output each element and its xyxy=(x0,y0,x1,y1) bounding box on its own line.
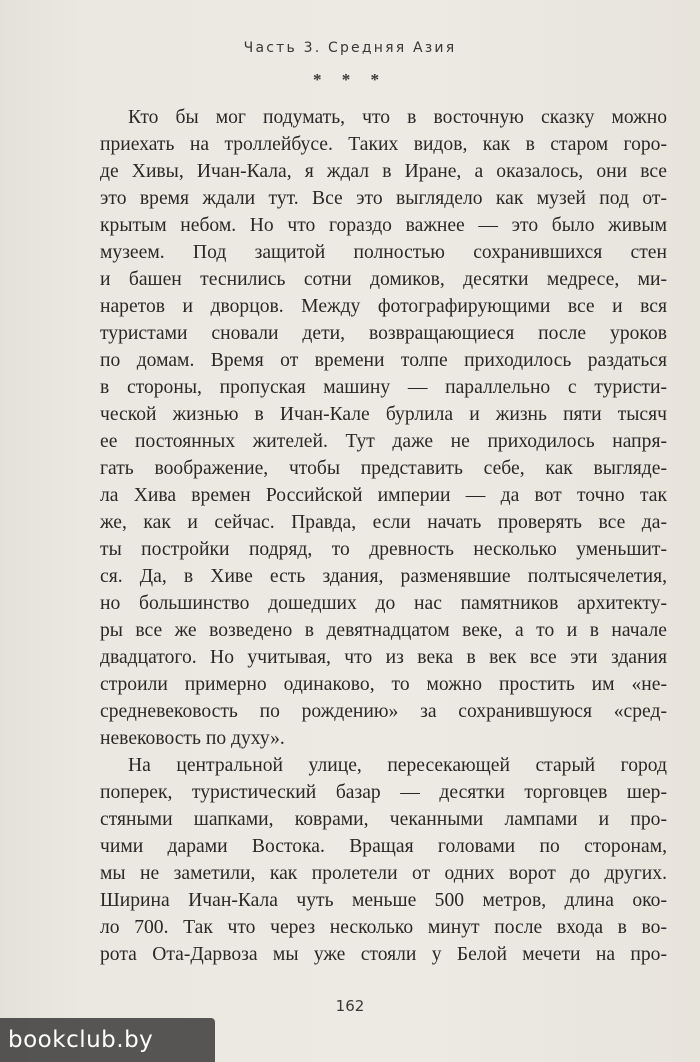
text-line: ся. Да, в Хиве есть здания, разменявшие полтысячелетия, xyxy=(100,566,667,587)
text-line: ла Хива времен Российской империи — да вот точно так xyxy=(100,485,667,506)
text-line: но большинство дошедших до нас памятников архитекту- xyxy=(100,593,667,614)
text-line: ческой жизнью в Ичан-Кале бурлила и жизнь пяти тысяч xyxy=(100,404,667,425)
text-line: Ширина Ичан-Кала чуть меньше 500 метров, длина око- xyxy=(100,890,667,911)
text-line: средневековость по рождению» за сохранившуюся «сред- xyxy=(100,701,667,722)
text-line: невековость по духу». xyxy=(100,728,285,749)
page-number: 162 xyxy=(335,997,365,1015)
text-line: рота Ота-Дарвоза мы уже стояли у Белой мечети на про- xyxy=(100,944,667,965)
text-line: туристами сновали дети, возвращающиеся после уроков xyxy=(100,323,667,344)
text-line: строили примерно одинаково, то можно простить им «не- xyxy=(100,674,667,695)
text-line: поперек, туристический базар — десятки торговцев шер- xyxy=(100,782,667,803)
text-line: стяными шапками, коврами, чеканными лампами и про- xyxy=(100,809,667,830)
text-line: ты постройки подряд, то древность несколько уменьшит- xyxy=(100,539,667,560)
text-line: Кто бы мог подумать, что в восточную сказку можно xyxy=(128,107,667,128)
text-line: чими дарами Востока. Вращая головами по сторонам, xyxy=(100,836,667,857)
text-line: мы не заметили, как пролетели от одних ворот до других. xyxy=(100,863,667,884)
text-line: де Хивы, Ичан-Кала, я ждал в Иране, а оказалось, они все xyxy=(100,161,667,182)
text-line: музеем. Под защитой полностью сохранившихся стен xyxy=(100,242,667,263)
section-separator: * * * xyxy=(313,70,387,89)
text-line: На центральной улице, пересекающей старый город xyxy=(128,755,667,776)
text-line: гать воображение, чтобы представить себе, как выгляде- xyxy=(100,458,667,479)
watermark-badge xyxy=(0,1018,215,1062)
running-head: Часть 3. Средняя Азия xyxy=(243,40,457,56)
text-line: крытым небом. Но что гораздо важнее — это было живым xyxy=(100,215,667,236)
text-line: и башен теснились сотни домиков, десятки медресе, ми- xyxy=(100,269,667,290)
watermark-text: bookclub.by xyxy=(8,1027,154,1053)
text-line: ры все же возведено в девятнадцатом веке, а то и в начале xyxy=(100,620,667,641)
text-line: в стороны, пропуская машину — параллельно с туристи- xyxy=(100,377,667,398)
paragraph-2 xyxy=(100,752,667,968)
text-line: это время ждали тут. Все это выглядело как музей под от- xyxy=(100,188,667,209)
paragraph-1 xyxy=(100,104,667,752)
text-line: двадцатого. Но учитывая, что из века в век все эти здания xyxy=(100,647,667,668)
text-line: же, как и сейчас. Правда, если начать проверять все да- xyxy=(100,512,667,533)
text-line: наретов и дворцов. Между фотографирующими все и вся xyxy=(100,296,667,317)
text-line: ее постоянных жителей. Тут даже не приходилось напря- xyxy=(100,431,667,452)
text-line: по домам. Время от времени толпе приходилось раздаться xyxy=(100,350,667,371)
text-line: приехать на троллейбусе. Таких видов, как в старом горо- xyxy=(100,134,667,155)
text-line: ло 700. Так что через несколько минут после входа в во- xyxy=(100,917,667,938)
body-text xyxy=(100,104,667,968)
